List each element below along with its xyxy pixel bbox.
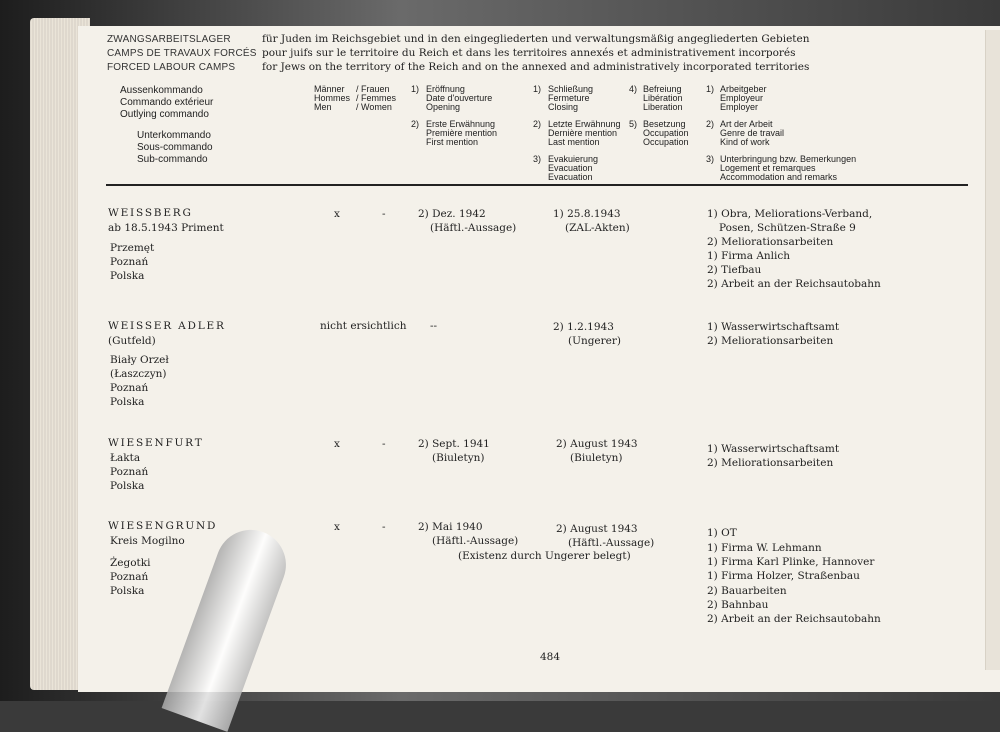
entry-name: WEISSER ADLER <box>108 320 226 332</box>
women-fr: / Femmes <box>356 93 397 103</box>
closing-de: Schließung <box>548 84 594 94</box>
evacuation-de: Evakuierung <box>548 154 599 164</box>
women-en: / Women <box>356 102 392 112</box>
opening-line: (Häftl.-Aussage) <box>430 222 517 234</box>
remark-line: 2) Meliorationsarbeiten <box>707 457 834 469</box>
closing-en: Closing <box>548 102 579 112</box>
place-line: (Łaszczyn) <box>110 368 167 380</box>
place-line: Poznań <box>110 256 149 268</box>
remark-line: 1) Obra, Meliorations-Verband, <box>707 208 873 220</box>
occupation-en: Occupation <box>643 137 689 147</box>
remark-line: 2) Bahnbau <box>707 599 769 611</box>
opening-fr: Date d'ouverture <box>426 93 493 103</box>
place-line: Poznań <box>110 382 149 394</box>
women-value: - <box>382 208 386 220</box>
closing-line: (Ungerer) <box>568 335 621 347</box>
facing-page-edge <box>985 30 1000 670</box>
women-value: - <box>382 438 386 450</box>
sub-fr: Sous-commando <box>137 142 213 153</box>
occupation-num: 5) <box>629 119 638 129</box>
evacuation-num: 3) <box>533 154 542 164</box>
first-mention-num: 2) <box>411 119 420 129</box>
sub-en: Sub-commando <box>137 154 208 165</box>
evacuation-en: Evacuation <box>548 172 593 182</box>
closing-line: 2) August 1943 <box>556 523 638 535</box>
last-mention-de: Letzte Erwähnung <box>548 119 621 129</box>
remark-line: 2) Arbeit an der Reichsautobahn <box>707 278 881 290</box>
accommodation-fr: Logement et remarques <box>720 163 816 173</box>
opening-line: 2) Sept. 1941 <box>418 438 490 450</box>
kind-of-work-num: 2) <box>706 119 715 129</box>
opening-line: -- <box>430 320 438 332</box>
entry-name: WIESENGRUND <box>108 520 218 532</box>
last-mention-en: Last mention <box>548 137 600 147</box>
camp-title-de: ZWANGSARBEITSLAGER <box>107 34 231 45</box>
place-line: Kreis Mogilno <box>110 535 185 547</box>
closing-num: 1) <box>533 84 542 94</box>
last-mention-fr: Dernière mention <box>548 128 618 138</box>
kind-of-work-de: Art der Arbeit <box>720 119 773 129</box>
place-line: Łakta <box>110 452 141 464</box>
remark-line: Posen, Schützen-Straße 9 <box>719 222 856 234</box>
kind-of-work-fr: Genre de travail <box>720 128 785 138</box>
remark-line: 1) Firma Anlich <box>707 250 791 262</box>
women-de: / Frauen <box>356 84 390 94</box>
page-number: 484 <box>540 651 561 663</box>
men-value: x <box>334 438 340 450</box>
remark-line: 2) Meliorationsarbeiten <box>707 335 834 347</box>
men-value: nicht ersichtlich <box>320 320 407 332</box>
men-value: x <box>334 208 340 220</box>
place-line: Polska <box>110 585 145 597</box>
kind-of-work-en: Kind of work <box>720 137 770 147</box>
closing-line: 2) 1.2.1943 <box>553 321 614 333</box>
opening-en: Opening <box>426 102 461 112</box>
outer-en: Outlying commando <box>120 109 209 120</box>
men-de: Männer <box>314 84 345 94</box>
employer-en: Employer <box>720 102 759 112</box>
place-line: Polska <box>110 270 145 282</box>
entry-name: WIESENFURT <box>108 437 204 449</box>
first-mention-fr: Première mention <box>426 128 498 138</box>
place-line: ab 18.5.1943 Priment <box>108 222 224 234</box>
opening-line: (Existenz durch Ungerer belegt) <box>458 550 631 562</box>
men-en: Men <box>314 102 332 112</box>
liberation-num: 4) <box>629 84 638 94</box>
outer-de: Aussenkommando <box>120 85 203 96</box>
remark-line: 2) Bauarbeiten <box>707 585 787 597</box>
employer-fr: Employeur <box>720 93 764 103</box>
remark-line: 2) Tiefbau <box>707 264 762 276</box>
men-value: x <box>334 521 340 533</box>
description-en: for Jews on the territory of the Reich and on the annexed and administratively incorporated territories <box>262 61 810 73</box>
opening-line: (Biuletyn) <box>432 452 485 464</box>
camp-title-en: FORCED LABOUR CAMPS <box>107 62 236 73</box>
camp-title-fr: CAMPS DE TRAVAUX FORCÉS <box>107 48 257 59</box>
closing-line: (Biuletyn) <box>570 452 623 464</box>
place-line: Przemęt <box>110 242 155 254</box>
opening-de: Eröffnung <box>426 84 465 94</box>
evacuation-fr: Evacuation <box>548 163 593 173</box>
occupation-fr: Occupation <box>643 128 689 138</box>
liberation-en: Liberation <box>643 102 683 112</box>
remark-line: 1) Firma Holzer, Straßenbau <box>707 570 860 582</box>
outer-fr: Commando extérieur <box>120 97 214 108</box>
closing-line: 1) 25.8.1943 <box>553 208 621 220</box>
accommodation-num: 3) <box>706 154 715 164</box>
liberation-de: Befreiung <box>643 84 682 94</box>
header-rule <box>106 184 968 186</box>
closing-line: 2) August 1943 <box>556 438 638 450</box>
place-line: Poznań <box>110 571 149 583</box>
remark-line: 1) OT <box>707 527 737 539</box>
remark-line: 2) Arbeit an der Reichsautobahn <box>707 613 881 625</box>
remark-line: 1) Firma Karl Plinke, Hannover <box>707 556 875 568</box>
description-fr: pour juifs sur le territoire du Reich et dans les territoires annexés et administrativement incorporés <box>262 47 796 59</box>
employer-de: Arbeitgeber <box>720 84 767 94</box>
place-line: (Gutfeld) <box>108 335 156 347</box>
remark-line: 1) Firma W. Lehmann <box>707 542 822 554</box>
accommodation-de: Unterbringung bzw. Bemerkungen <box>720 154 857 164</box>
remark-line: 1) Wasserwirtschaftsamt <box>707 321 840 333</box>
first-mention-de: Erste Erwähnung <box>426 119 496 129</box>
occupation-de: Besetzung <box>643 119 686 129</box>
remark-line: 1) Wasserwirtschaftsamt <box>707 443 840 455</box>
description-de: für Juden im Reichsgebiet und in den eingegliederten und verwaltungsmäßig angegliederten Gebieten <box>262 33 810 45</box>
closing-line: (Häftl.-Aussage) <box>568 537 655 549</box>
place-line: Polska <box>110 396 145 408</box>
men-fr: Hommes <box>314 93 351 103</box>
employer-num: 1) <box>706 84 715 94</box>
closing-fr: Fermeture <box>548 93 590 103</box>
opening-num: 1) <box>411 84 420 94</box>
sub-de: Unterkommando <box>137 130 211 141</box>
opening-line: 2) Mai 1940 <box>418 521 483 533</box>
place-line: Poznań <box>110 466 149 478</box>
closing-line: (ZAL-Akten) <box>565 222 630 234</box>
entry-name: WEISSBERG <box>108 207 193 219</box>
opening-line: 2) Dez. 1942 <box>418 208 486 220</box>
place-line: Żegotki <box>110 557 151 569</box>
place-line: Biały Orzeł <box>110 354 169 366</box>
women-value: - <box>382 521 386 533</box>
remark-line: 2) Meliorationsarbeiten <box>707 236 834 248</box>
opening-line: (Häftl.-Aussage) <box>432 535 519 547</box>
first-mention-en: First mention <box>426 137 479 147</box>
last-mention-num: 2) <box>533 119 542 129</box>
accommodation-en: Accommodation and remarks <box>720 172 838 182</box>
liberation-fr: Libération <box>643 93 683 103</box>
place-line: Polska <box>110 480 145 492</box>
